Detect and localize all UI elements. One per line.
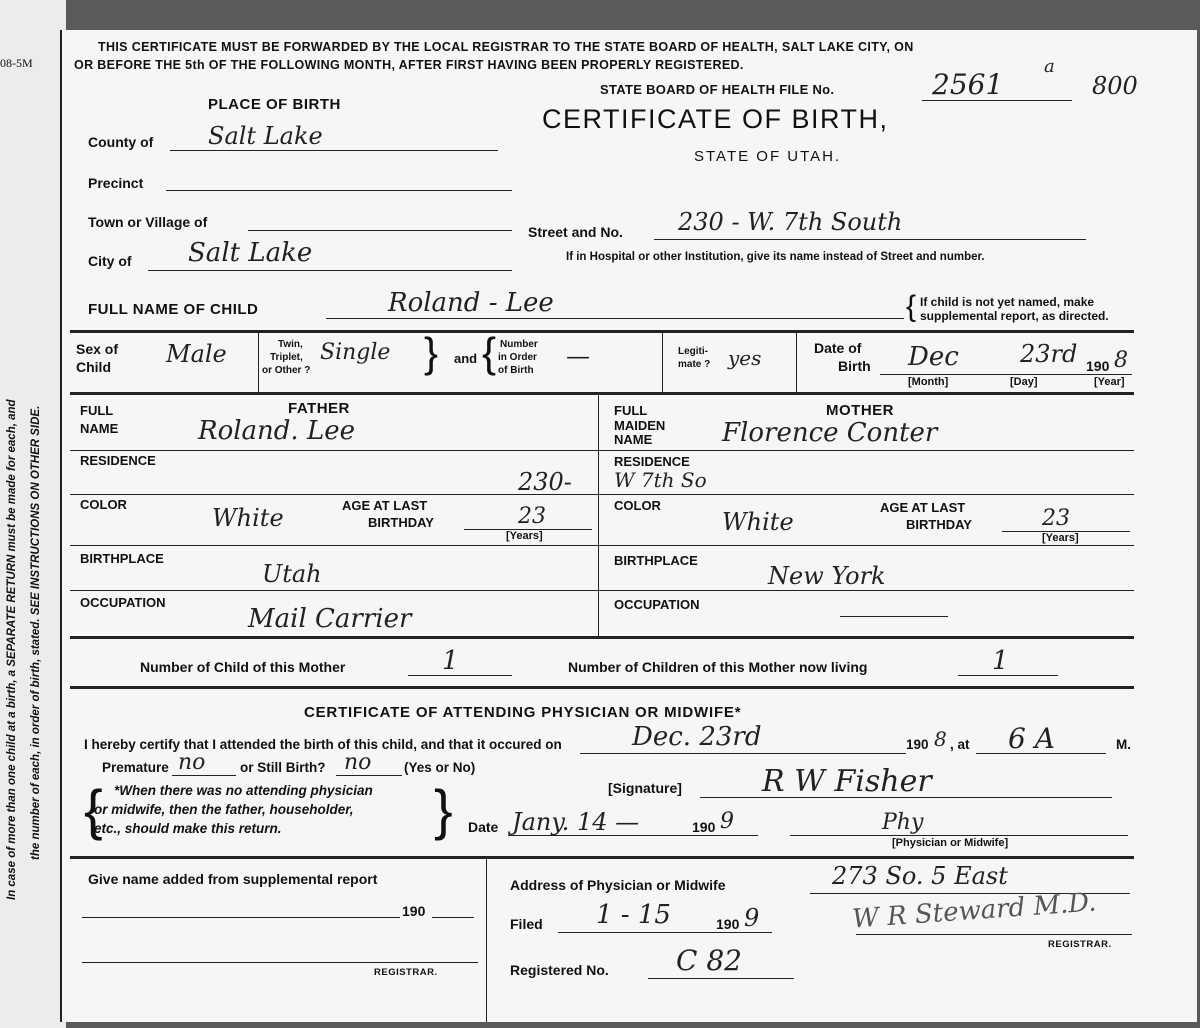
living-label: Number of Children of this Mother now living [568, 659, 868, 675]
dob-year-digit: 8 [1114, 348, 1128, 373]
child-name-brace: { [906, 290, 917, 323]
phy-value: Phy [882, 810, 924, 835]
row-divider-3 [796, 332, 797, 392]
child-num-label: Number of Child of this Mother [140, 659, 346, 675]
twin-label-3: or Other ? [262, 365, 311, 376]
father-age-label-1: AGE AT LAST [342, 498, 428, 513]
sex-label-1: Sex of [76, 341, 119, 357]
father-residence-label: RESIDENCE [80, 453, 156, 468]
precinct-label: Precinct [88, 175, 144, 191]
parents-rule-top [70, 392, 1134, 395]
supplemental-year-prefix: 190 [402, 903, 426, 919]
yes-no-label: (Yes or No) [404, 760, 476, 775]
filed-year-prefix: 190 [716, 916, 740, 932]
child-name-line [326, 318, 904, 319]
county-line [170, 150, 498, 151]
phy-line [790, 835, 1128, 836]
file-no-value: 2561 [932, 68, 1004, 101]
physician-heading: CERTIFICATE OF ATTENDING PHYSICIAN OR MIDWIFE* [304, 704, 742, 721]
child-num-value: 1 [442, 646, 459, 676]
twin-label-2: Triplet, [270, 352, 303, 363]
father-residence: 230- [518, 468, 572, 496]
parents-rule-3 [70, 545, 1134, 546]
place-of-birth-heading: PLACE OF BIRTH [208, 96, 341, 113]
date-year-digit: 9 [720, 809, 734, 834]
mother-residence-label: RESIDENCE [614, 454, 690, 469]
date-label: Date [468, 819, 499, 835]
address-value: 273 So. 5 East [832, 862, 1008, 890]
child-name-value: Roland - Lee [388, 288, 554, 318]
year-label: [Year] [1094, 376, 1125, 388]
dob-year-prefix: 190 [1086, 358, 1110, 374]
still-birth-line [336, 775, 402, 776]
certificate-paper [60, 30, 1197, 1022]
bottom-rule [70, 856, 1134, 859]
twin-label-1: Twin, [278, 339, 303, 350]
child-name-note-1: If child is not yet named, make [920, 295, 1095, 309]
dob-day: 23rd [1020, 340, 1078, 368]
m-label: M. [1116, 737, 1131, 752]
header-line-1: THIS CERTIFICATE MUST BE FORWARDED BY THE LOCAL REGISTRAR TO THE STATE BOARD OF HEALTH, SALT LAKE CITY, ON [98, 40, 914, 54]
supplemental-registrar-label: REGISTRAR. [374, 967, 438, 978]
father-age-label-2: BIRTHDAY [368, 515, 434, 530]
occured-value: Dec. 23rd [632, 722, 762, 752]
registrar-line [856, 934, 1132, 935]
supplemental-line [82, 917, 400, 918]
and-label: and [454, 351, 478, 366]
mother-age: 23 [1042, 506, 1070, 531]
filed-label: Filed [510, 916, 543, 932]
occured-year-prefix: 190 [906, 737, 929, 752]
county-label: County of [88, 134, 154, 150]
child-num-line [408, 675, 512, 676]
filed-value: 1 - 15 [596, 900, 671, 930]
father-name-label: NAME [80, 421, 119, 436]
supplemental-label: Give name added from supplemental report [88, 871, 378, 887]
father-color: White [212, 504, 284, 532]
town-label: Town or Village of [88, 214, 208, 230]
file-no-label: STATE BOARD OF HEALTH FILE No. [600, 82, 835, 97]
date-year-prefix: 190 [692, 819, 716, 835]
certify-text: I hereby certify that I attended the birth of this child, and that it occured on [84, 737, 562, 752]
dob-month: Dec [908, 342, 959, 372]
mother-birthplace-label: BIRTHPLACE [614, 553, 698, 568]
sex-value: Male [166, 340, 227, 368]
note-line-2: or midwife, then the father, householder, [94, 802, 354, 817]
side-note-1: In case of more than one child at a birth, a SEPARATE RETURN must be made for each, and [6, 399, 18, 900]
father-full-label: FULL [80, 403, 114, 418]
note-brace-left: { [84, 778, 103, 841]
mother-occupation-mark [840, 616, 948, 617]
physician-or-midwife-label: [Physician or Midwife] [892, 837, 1009, 849]
father-heading: FATHER [288, 400, 350, 417]
twin-brace: } [424, 329, 439, 376]
parents-rule-4 [70, 590, 1134, 591]
physician-rule-top [70, 686, 1134, 689]
still-birth-label: or Still Birth? [240, 760, 326, 775]
father-name: Roland. Lee [198, 416, 356, 446]
note-brace-right: } [434, 778, 453, 841]
parents-rule-2 [70, 494, 1134, 495]
mother-residence: W 7th So [614, 468, 707, 492]
order-brace: { [482, 329, 497, 376]
father-years-label: [Years] [506, 530, 543, 542]
margin-code: 08-5M [0, 56, 33, 70]
mother-birthplace: New York [768, 562, 886, 590]
order-label-1: Number [500, 339, 538, 350]
premature-line [172, 775, 236, 776]
street-label: Street and No. [528, 224, 623, 240]
parents-divider [598, 394, 599, 636]
row-divider-1 [258, 332, 259, 392]
street-note: If in Hospital or other Institution, give its name instead of Street and number. [566, 251, 985, 263]
side-note-2: the number of each, in order of birth, stated. SEE INSTRUCTIONS ON OTHER SIDE. [30, 405, 42, 860]
street-value: 230 - W. 7th South [678, 208, 903, 236]
father-birthplace: Utah [262, 560, 322, 588]
order-value: — [566, 342, 590, 370]
mother-occupation-label: OCCUPATION [614, 597, 700, 612]
city-line [148, 270, 512, 271]
occured-year-digit: 8 [934, 727, 947, 751]
file-no-suffix: a [1044, 56, 1055, 77]
registrar-signature: W R Steward M.D. [851, 887, 1098, 935]
premature-label: Premature [102, 760, 169, 775]
father-birthplace-label: BIRTHPLACE [80, 551, 164, 566]
registered-value: C 82 [676, 944, 742, 977]
dob-line [880, 374, 1132, 375]
certificate-title: CERTIFICATE OF BIRTH, [542, 104, 889, 134]
header-line-2: OR BEFORE THE 5th OF THE FOLLOWING MONTH, AFTER FIRST HAVING BEEN PROPERLY REGISTERED. [74, 58, 744, 72]
day-label: [Day] [1010, 376, 1038, 388]
living-value: 1 [992, 646, 1009, 676]
mother-name-label: NAME [614, 432, 653, 447]
child-name-label: FULL NAME OF CHILD [88, 301, 259, 318]
child-name-note-2: supplemental report, as directed. [920, 309, 1109, 323]
address-label: Address of Physician or Midwife [510, 877, 726, 893]
supplemental-year-line [432, 917, 474, 918]
mother-name: Florence Conter [722, 418, 938, 448]
month-label: [Month] [908, 376, 949, 388]
filed-year-digit: 9 [744, 904, 760, 932]
row-rule-top [70, 330, 1134, 333]
note-line-1: *When there was no attending physician [114, 783, 373, 798]
mother-full-label: FULL [614, 403, 648, 418]
mother-color: White [722, 508, 794, 536]
parents-rule-bottom [70, 636, 1134, 639]
date-value: Jany. 14 — [512, 808, 640, 836]
registered-label: Registered No. [510, 962, 609, 978]
mother-heading: MOTHER [826, 402, 894, 419]
father-color-label: COLOR [80, 497, 127, 512]
still-birth-value: no [344, 750, 372, 775]
mother-years-label: [Years] [1042, 532, 1079, 544]
twin-value: Single [320, 340, 391, 365]
bottom-divider [486, 858, 487, 1022]
dob-label-2: Birth [838, 358, 871, 374]
mother-maiden-label: MAIDEN [614, 418, 666, 433]
precinct-line [166, 190, 512, 191]
father-age: 23 [518, 504, 546, 529]
order-label-2: in Order [498, 352, 537, 363]
town-line [248, 230, 512, 231]
at-label: , at [950, 737, 970, 752]
dob-label-1: Date of [814, 340, 862, 356]
city-label: City of [88, 253, 132, 269]
order-label-3: of Birth [498, 365, 534, 376]
mother-age-label-2: BIRTHDAY [906, 517, 972, 532]
registered-line [648, 978, 794, 979]
signature-label: [Signature] [608, 780, 682, 796]
registrar-label: REGISTRAR. [1048, 939, 1112, 950]
note-line-3: etc., should make this return. [94, 821, 282, 836]
file-no-extra: 800 [1092, 72, 1138, 100]
street-line [654, 239, 1086, 240]
legit-label-2: mate ? [678, 359, 711, 370]
row-divider-2 [662, 332, 663, 392]
parents-rule-1 [70, 450, 1134, 451]
legit-value: yes [728, 346, 762, 370]
signature-value: R W Fisher [762, 764, 932, 799]
occured-line [580, 753, 906, 754]
filed-line [558, 932, 772, 933]
time-value: 6 A [1008, 722, 1055, 755]
father-occupation-label: OCCUPATION [80, 595, 166, 610]
county-value: Salt Lake [208, 122, 323, 150]
father-occupation: Mail Carrier [248, 604, 412, 634]
mother-age-label-1: AGE AT LAST [880, 500, 966, 515]
premature-value: no [178, 750, 206, 775]
legit-label-1: Legiti- [678, 346, 708, 357]
mother-color-label: COLOR [614, 498, 661, 513]
supplemental-registrar-line [82, 962, 478, 963]
certificate-subtitle: STATE OF UTAH. [694, 148, 842, 165]
sex-label-2: Child [76, 359, 111, 375]
city-value: Salt Lake [188, 238, 313, 268]
